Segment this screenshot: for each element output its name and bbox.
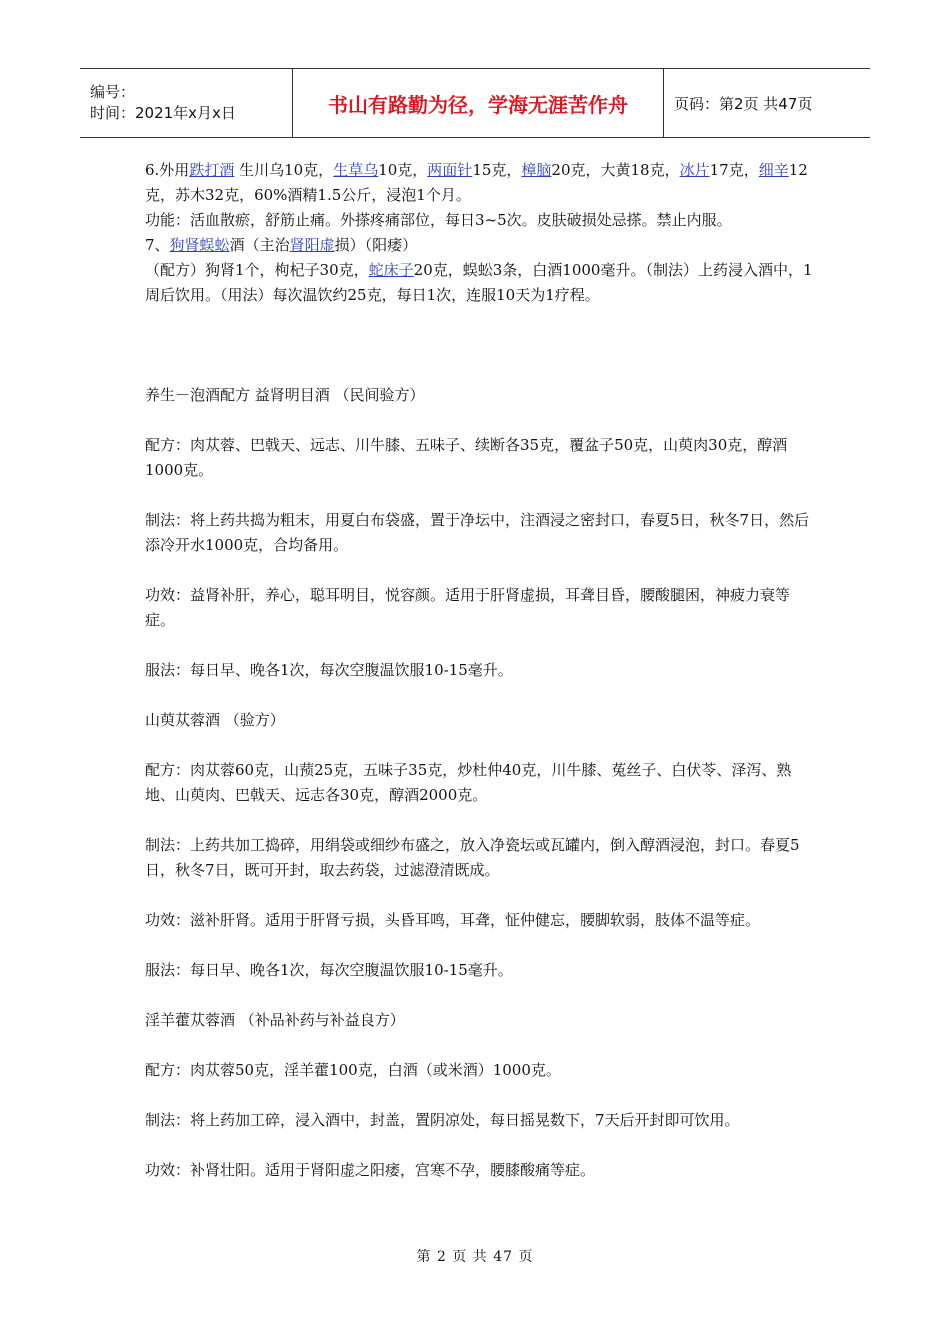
text-span: 生川乌10克， bbox=[234, 161, 334, 179]
recipe-7-formula bbox=[145, 258, 815, 308]
spacer bbox=[145, 1133, 815, 1158]
paragraph-formula: 配方：肉苁蓉60克，山蓣25克，五味子35克，炒杜仲40克，川牛膝、菟丝子、白伏苓、泽泻、熟地、山萸肉、巴戟天、远志各30克，醇酒2000克。 bbox=[145, 761, 792, 804]
link-shechuangzi[interactable]: 蛇床子 bbox=[368, 261, 414, 279]
motto-text: 书山有路勤为径，学海无涯苦作舟 bbox=[328, 92, 628, 117]
spacer bbox=[145, 733, 815, 758]
paragraph-formula: 配方：肉苁蓉50克，淫羊藿100克，白酒（或米酒）1000克。 bbox=[145, 1061, 561, 1079]
link-shenyangxu[interactable]: 肾阳虚 bbox=[289, 236, 335, 254]
document-body bbox=[145, 158, 815, 1183]
spacer bbox=[145, 483, 815, 508]
link-zhangnao[interactable]: 樟脑 bbox=[521, 161, 552, 179]
link-bingpian[interactable]: 冰片 bbox=[679, 161, 710, 179]
text-span: 7、 bbox=[145, 236, 170, 254]
text-span: 10克， bbox=[378, 161, 428, 179]
section-title-yishen-mingmu: 养生－泡酒配方 益肾明目酒 （民间验方） bbox=[145, 386, 425, 404]
section-title-yinyanghuo-congrong: 淫羊藿苁蓉酒 （补品补药与补益良方） bbox=[145, 1011, 405, 1029]
header-motto-cell bbox=[293, 69, 664, 137]
link-xixin[interactable]: 细辛 bbox=[758, 161, 789, 179]
text-span: 15克， bbox=[472, 161, 522, 179]
spacer bbox=[145, 1033, 815, 1058]
spacer bbox=[145, 558, 815, 583]
spacer bbox=[145, 883, 815, 908]
spacer bbox=[145, 308, 815, 383]
paragraph-method: 制法：上药共加工捣碎，用绢袋或细纱布盛之，放入净瓷坛或瓦罐内，倒入醇酒浸泡，封口。春夏5日，秋冬7日，既可开封，取去药袋，过滤澄清既成。 bbox=[145, 836, 800, 879]
header-page-cell bbox=[664, 69, 870, 137]
spacer bbox=[145, 933, 815, 958]
text-span: 损）（阳痿） bbox=[334, 236, 418, 254]
page-footer: 第 2 页 共 47 页 bbox=[416, 1249, 534, 1265]
spacer bbox=[145, 633, 815, 658]
paragraph-usage: 服法：每日早、晚各1次，每次空腹温饮服10-15毫升。 bbox=[145, 961, 513, 979]
spacer bbox=[145, 1083, 815, 1108]
spacer bbox=[145, 408, 815, 433]
paragraph-formula: 配方：肉苁蓉、巴戟天、远志、川牛膝、五味子、续断各35克，覆盆子50克，山萸肉30克，醇酒1000克。 bbox=[145, 436, 788, 479]
spacer bbox=[145, 983, 815, 1008]
text-span: 酒（主治 bbox=[229, 236, 290, 254]
recipe-6-paragraph bbox=[145, 158, 815, 208]
paragraph-efficacy: 功效：补肾壮阳。适用于肾阳虚之阳痿，宫寒不孕，腰膝酸痛等症。 bbox=[145, 1161, 596, 1179]
spacer bbox=[145, 683, 815, 708]
text-span: 20克，蜈蚣3条，白酒1000毫升。（制法）上药浸入酒中，1周后饮用。（用法）每次温饮约25克，每日1次，连服10天为1疗程。 bbox=[145, 261, 813, 304]
date-label: 时间：2021年x月x日 bbox=[90, 104, 236, 122]
text-span: 20克，大黄18克， bbox=[551, 161, 680, 179]
link-goushen-wugong[interactable]: 狗肾蜈蚣 bbox=[169, 236, 230, 254]
paragraph-efficacy: 功效：益肾补肝，养心，聪耳明目，悦容颜。适用于肝肾虚损，耳聋目昏，腰酸腿困，神疲力衰等症。 bbox=[145, 586, 791, 629]
paragraph-method: 制法：将上药共捣为粗末，用夏白布袋盛，置于净坛中，注酒浸之密封口，春夏5日，秋冬7日，然后添冷开水1000克，合均备用。 bbox=[145, 511, 810, 554]
link-liangmianzhen[interactable]: 两面针 bbox=[427, 161, 473, 179]
recipe-6-function: 功能：活血散瘀，舒筋止痛。外搽疼痛部位，每日3~5次。皮肤破损处忌搽。禁止内服。 bbox=[145, 211, 732, 229]
paragraph-efficacy: 功效：滋补肝肾。适用于肝肾亏损，头昏耳鸣，耳聋，怔仲健忘，腰脚软弱，肢体不温等症。 bbox=[145, 911, 761, 929]
text-span: 17克， bbox=[709, 161, 759, 179]
paragraph-method: 制法：将上药加工碎，浸入酒中，封盖，置阴凉处，每日摇晃数下，7天后开封即可饮用。 bbox=[145, 1111, 740, 1129]
page-label: 页码：第2页 共47页 bbox=[674, 94, 813, 113]
text-span: 12克，苏木32克，60%酒精1.5公斤，浸泡1个月。 bbox=[145, 161, 808, 204]
recipe-7-title bbox=[145, 233, 815, 258]
document-header bbox=[80, 68, 870, 138]
spacer bbox=[145, 808, 815, 833]
link-sheng-caowu[interactable]: 生草乌 bbox=[333, 161, 379, 179]
text-span: （配方）狗肾1个，枸杞子30克， bbox=[145, 261, 369, 279]
header-info-cell bbox=[80, 69, 293, 137]
text-span: 6.外用 bbox=[145, 161, 190, 179]
paragraph-usage: 服法：每日早、晚各1次，每次空腹温饮服10-15毫升。 bbox=[145, 661, 513, 679]
number-label: 编号： bbox=[90, 83, 136, 101]
section-title-shanyu-congrong: 山萸苁蓉酒 （验方） bbox=[145, 711, 285, 729]
link-dieda-jiu[interactable]: 跌打酒 bbox=[189, 161, 235, 179]
